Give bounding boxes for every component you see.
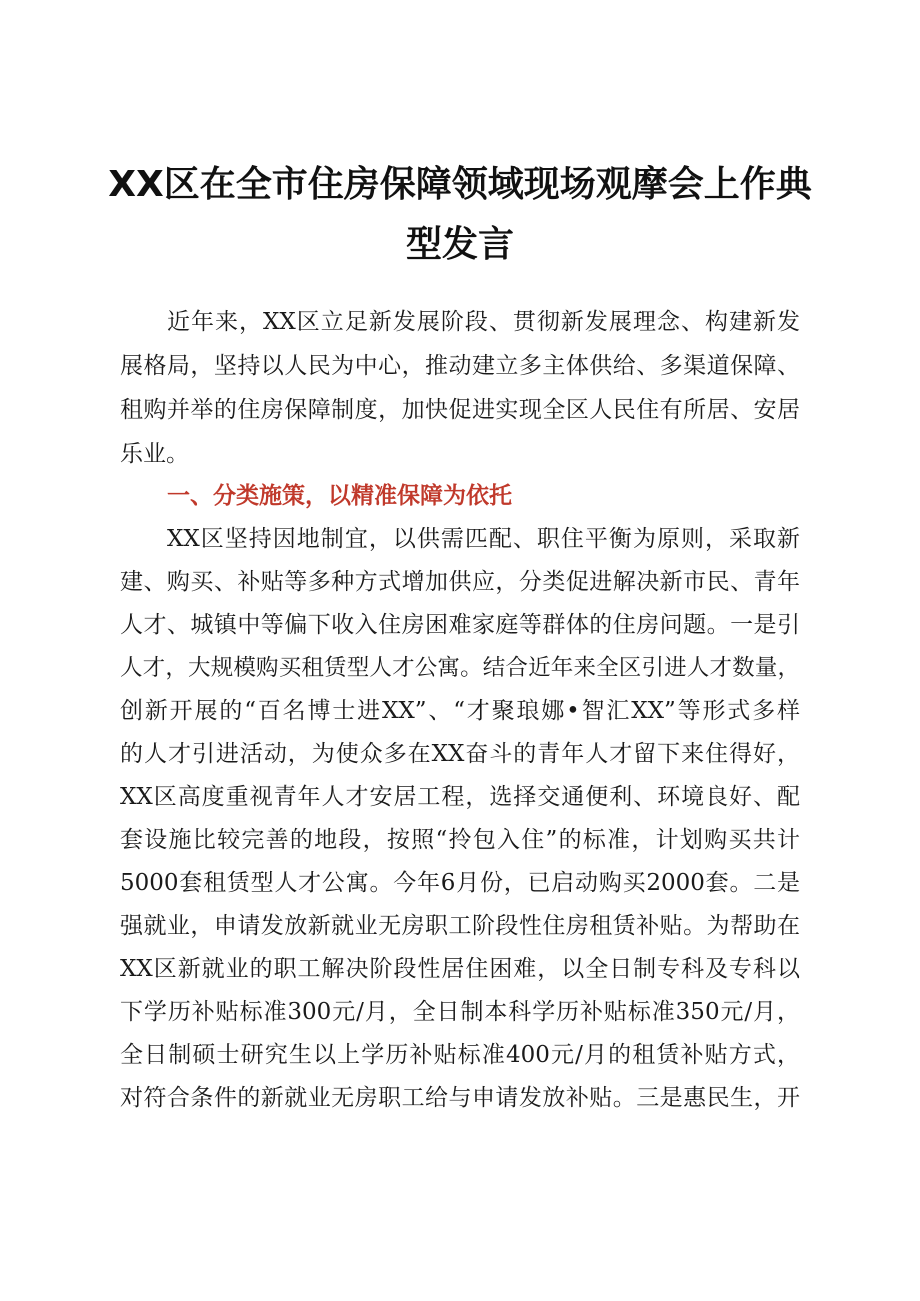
intro-line-4: 乐业。: [120, 441, 189, 467]
section1-line-3: 人才、城镇中等偏下收入住房困难家庭等群体的住房问题。一是引: [120, 612, 800, 638]
intro-line-3: 租购并举的住房保障制度，加快促进实现全区人民住有所居、安居: [120, 397, 800, 423]
section1-line-6: 的人才引进活动，为使众多在XX奋斗的青年人才留下来住得好，: [120, 741, 800, 767]
section1-line-4: 人才，大规模购买租赁型人才公寓。结合近年来全区引进人才数量，: [120, 655, 800, 681]
intro-line-2: 展格局，坚持以人民为中心，推动建立多主体供给、多渠道保障、: [120, 353, 800, 379]
section1-line-5: 创新开展的“百名博士进XX”、“才聚琅娜•智汇XX”等形式多样: [120, 698, 800, 724]
section1-line-13: 全日制硕士研究生以上学历补贴标准400元/月的租赁补贴方式，: [120, 1042, 800, 1068]
section1-line-9: 5000套租赁型人才公寓。今年6月份，已启动购买2000套。二是: [120, 870, 800, 896]
section-heading-1: 一、分类施策，以精准保障为依托: [167, 483, 512, 509]
section1-line-7: XX区高度重视青年人才安居工程，选择交通便利、环境良好、配: [120, 784, 800, 810]
document-title-line-1: XX区在全市住房保障领域现场观摩会上作典: [108, 164, 812, 205]
section1-line-11: XX区新就业的职工解决阶段性居住困难，以全日制专科及专科以: [120, 956, 800, 982]
section1-line-14: 对符合条件的新就业无房职工给与申请发放补贴。三是惠民生，开: [120, 1085, 800, 1111]
section1-line-10: 强就业，申请发放新就业无房职工阶段性住房租赁补贴。为帮助在: [120, 913, 800, 939]
section1-line-1: XX区坚持因地制宜，以供需匹配、职住平衡为原则，采取新: [167, 526, 800, 552]
section1-line-8: 套设施比较完善的地段，按照“拎包入住”的标准，计划购买共计: [120, 827, 800, 853]
section1-line-2: 建、购买、补贴等多种方式增加供应，分类促进解决新市民、青年: [120, 569, 800, 595]
document-title-line-2: 型发言: [405, 224, 514, 265]
intro-line-1: 近年来，XX区立足新发展阶段、贯彻新发展理念、构建新发: [167, 309, 800, 335]
section1-line-12: 下学历补贴标准300元/月，全日制本科学历补贴标准350元/月，: [120, 999, 800, 1025]
